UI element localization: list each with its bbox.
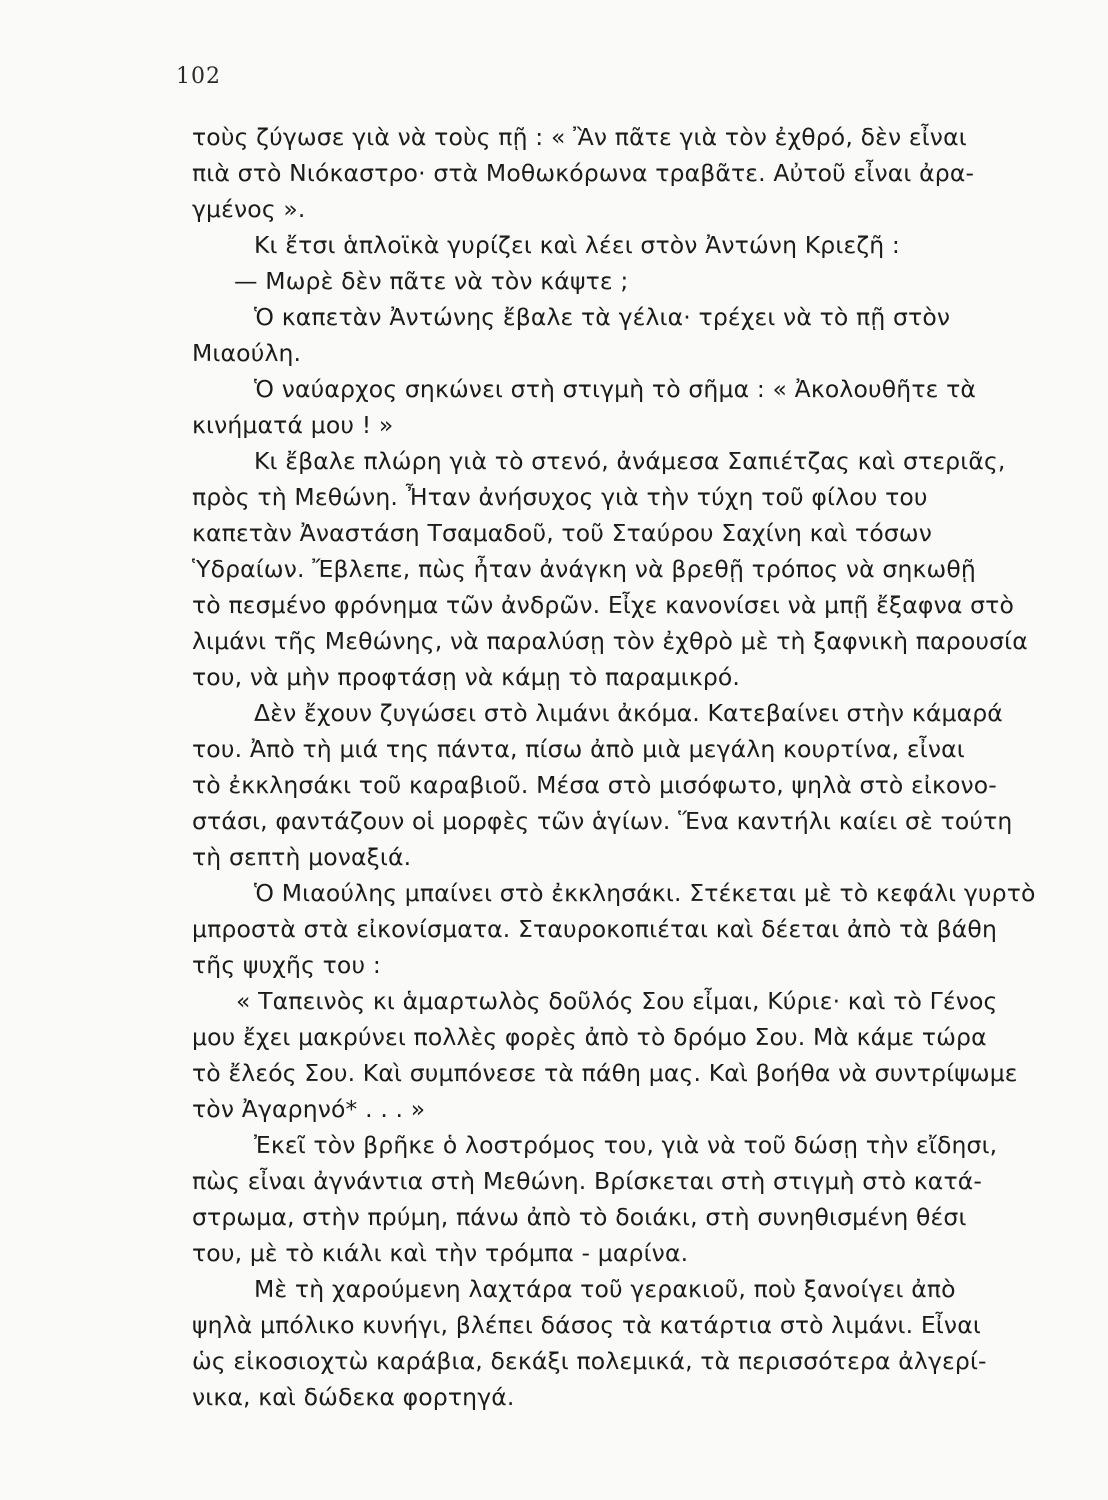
page-number: 102 [176,64,221,89]
prayer-line: τὸν Ἀγαρηνό* . . . » [192,1095,426,1123]
text-line: Ὁ Μιαούλης μπαίνει στὸ ἐκκλησάκι. Στέκεται μὲ τὸ κεφάλι γυρτὸ [254,879,1036,907]
text-line: πὼς εἶναι ἀγνάντια στὴ Μεθώνη. Βρίσκεται στὴ στιγμὴ στὸ κατά- [192,1167,983,1195]
text-line: του. Ἀπὸ τὴ μιά της πάντα, πίσω ἀπὸ μιὰ μεγάλη κουρτίνα, εἶναι [192,735,965,763]
text-line: Μὲ τὴ χαρούμενη λαχτάρα τοῦ γερακιοῦ, ποὺ ξανοίγει ἀπὸ [254,1275,956,1303]
text-line: Ἐκεῖ τὸν βρῆκε ὁ λοστρόμος του, γιὰ νὰ τοῦ δώσῃ τὴν εἴδησι, [254,1131,998,1159]
text-line: λιμάνι τῆς Μεθώνης, νὰ παραλύσῃ τὸν ἐχθρὸ μὲ τὴ ξαφνικὴ παρουσία [192,627,1028,655]
text-line: ψηλὰ μπόλικο κυνήγι, βλέπει δάσος τὰ κατάρτια στὸ λιμάνι. Εἶναι [192,1311,981,1339]
text-line: του, νὰ μὴν προφτάσῃ νὰ κάμῃ τὸ παραμικρό. [192,663,741,691]
text-line: Μιαούλη. [192,339,302,367]
text-line: γμένος ». [192,195,306,223]
text-line: Δὲν ἔχουν ζυγώσει στὸ λιμάνι ἀκόμα. Κατεβαίνει στὴν κάμαρά [254,699,1003,727]
prayer-line: τὸ ἔλεός Σου. Καὶ συμπόνεσε τὰ πάθη μας. Καὶ βοήθα νὰ συντρίψωμε [192,1059,1018,1087]
dialogue-line: — Μωρὲ δὲν πᾶτε νὰ τὸν κάψτε ; [234,267,629,295]
text-line: κινήματά μου ! » [192,411,394,439]
text-line: Ὁ καπετὰν Ἀντώνης ἔβαλε τὰ γέλια· τρέχει νὰ τὸ πῇ στὸν [254,303,951,331]
text-line: τοὺς ζύγωσε γιὰ νὰ τοὺς πῇ : « Ἂν πᾶτε γιὰ τὸν ἐχθρό, δὲν εἶναι [192,123,967,151]
text-line: νικα, καὶ δώδεκα φορτηγά. [192,1383,515,1411]
prayer-line: « Ταπεινὸς κι ἁμαρτωλὸς δοῦλός Σου εἶμαι, Κύριε· καὶ τὸ Γένος [236,987,998,1015]
prayer-line: μου ἔχει μακρύνει πολλὲς φορὲς ἀπὸ τὸ δρόμο Σου. Μὰ κάμε τώρα [192,1023,987,1051]
text-line: τῆς ψυχῆς του : [192,951,381,979]
text-line: Ὁ ναύαρχος σηκώνει στὴ στιγμὴ τὸ σῆμα : « Ἀκολουθῆτε τὰ [254,375,977,403]
text-line: Κι ἔβαλε πλώρη γιὰ τὸ στενό, ἀνάμεσα Σαπιέτζας καὶ στεριᾶς, [254,447,1006,475]
text-line: ὡς εἰκοσιοχτὼ καράβια, δεκάξι πολεμικά, τὰ περισσότερα ἀλγερί- [192,1347,987,1375]
text-line: τὸ ἐκκλησάκι τοῦ καραβιοῦ. Μέσα στὸ μισόφωτο, ψηλὰ στὸ εἰκονο- [192,771,997,799]
text-line: Κι ἔτσι ἁπλοϊκὰ γυρίζει καὶ λέει στὸν Ἀντώνη Κριεζῆ : [254,231,900,259]
text-line: πιὰ στὸ Νιόκαστρο· στὰ Μοθωκόρωνα τραβᾶτε. Αὐτοῦ εἶναι ἀρα- [192,159,975,187]
text-line: στρωμα, στὴν πρύμη, πάνω ἀπὸ τὸ δοιάκι, στὴ συνηθισμένη θέσι [192,1203,967,1231]
text-line: τὴ σεπτὴ μοναξιά. [192,843,412,871]
text-line: καπετὰν Ἀναστάση Τσαμαδοῦ, τοῦ Σταύρου Σαχίνη καὶ τόσων [192,519,933,547]
text-line: στάσι, φαντάζουν οἱ μορφὲς τῶν ἁγίων. Ἕνα καντήλι καίει σὲ τούτη [192,807,1013,835]
text-line: πρὸς τὴ Μεθώνη. Ἦταν ἀνήσυχος γιὰ τὴν τύχη τοῦ φίλου του [192,483,928,511]
text-line: τὸ πεσμένο φρόνημα τῶν ἀνδρῶν. Εἶχε κανονίσει νὰ μπῇ ἔξαφνα στὸ [192,591,1014,619]
text-line: μπροστὰ στὰ εἰκονίσματα. Σταυροκοπιέται καὶ δέεται ἀπὸ τὰ βάθη [192,915,998,943]
text-line: του, μὲ τὸ κιάλι καὶ τὴν τρόμπα - μαρίνα. [192,1239,689,1267]
text-line: Ὑδραίων. Ἔβλεπε, πὼς ἦταν ἀνάγκη νὰ βρεθῇ τρόπος νὰ σηκωθῇ [192,555,976,583]
